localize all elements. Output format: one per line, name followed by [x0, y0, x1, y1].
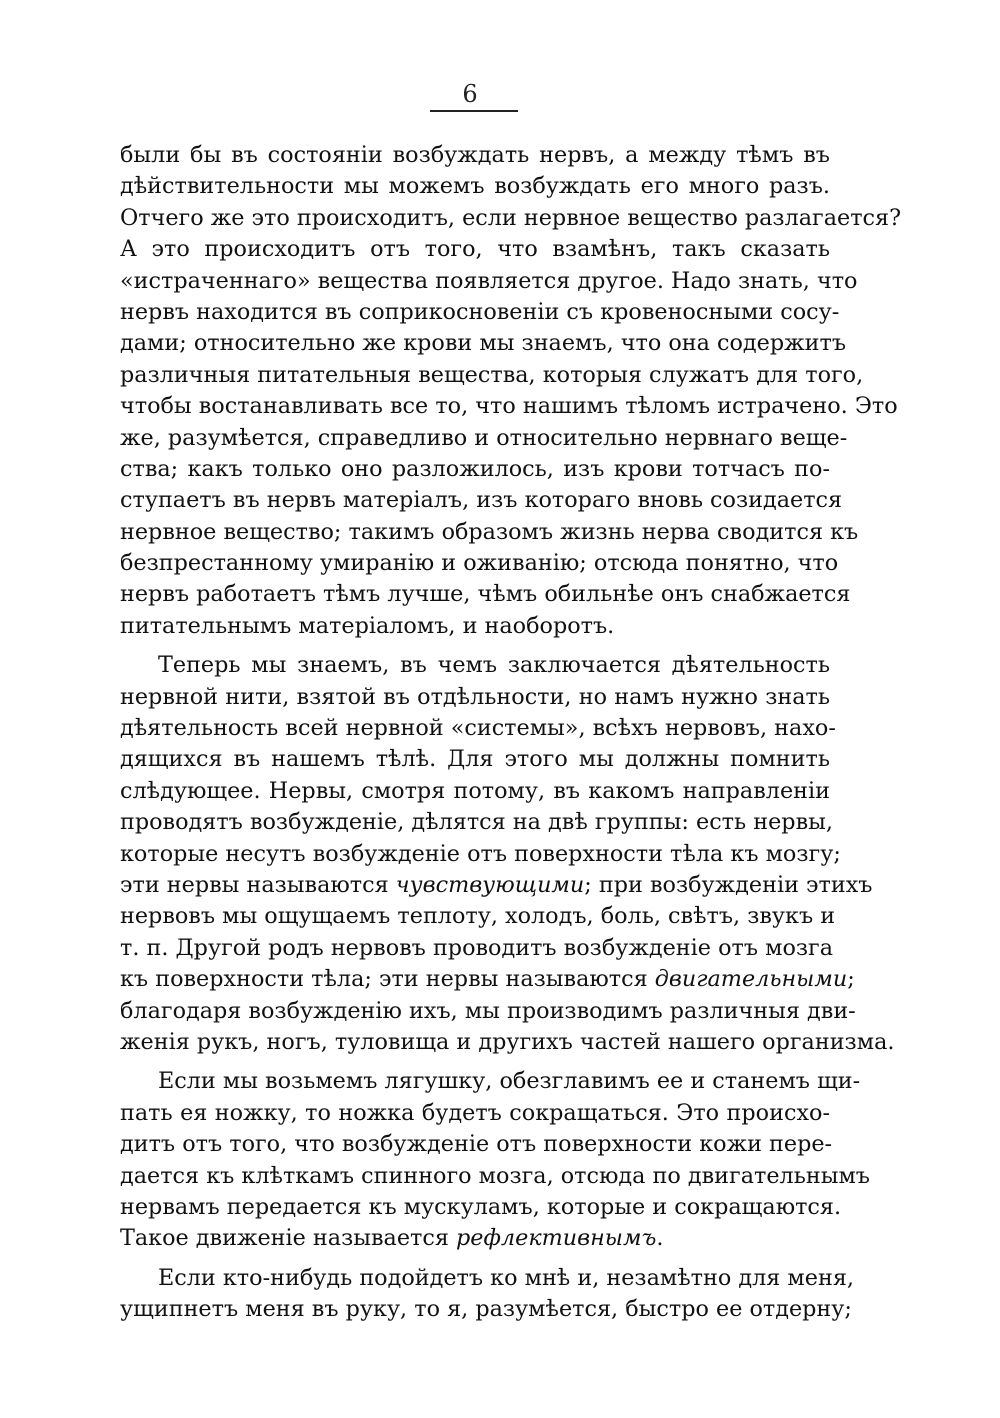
text-segment: . — [656, 1225, 664, 1252]
text-line: А это происходитъ отъ того, что взамѣнъ, такъ сказать — [120, 236, 830, 263]
text-line: питательнымъ матерiаломъ, и наоборотъ. — [120, 612, 615, 639]
text-line: нервъ работаетъ тѣмъ лучше, чѣмъ обильнѣе онъ снабжается — [120, 581, 851, 608]
text-line: Если кто-нибудь подойдетъ ко мнѣ и, незамѣтно для меня, — [158, 1264, 854, 1291]
text-segment: къ поверхности тѣла; эти нервы называются — [120, 966, 655, 993]
text-line — [120, 870, 873, 901]
text-segment: ; при возбужденiи этихъ — [584, 871, 873, 898]
text-line: нервовъ мы ощущаемъ теплоту, холодъ, боль, свѣтъ, звукъ и — [120, 903, 836, 930]
text-segment: ; — [847, 966, 855, 993]
text-line: дается къ клѣткамъ спинного мозга, отсюда по двигательнымъ — [120, 1162, 870, 1189]
text-line: благодаря возбужденiю ихъ, мы производимъ различныя дви- — [120, 997, 856, 1024]
text-line: дящихся въ нашемъ тѣлѣ. Для этого мы должны помнить — [120, 746, 830, 773]
paragraph-3 — [120, 1066, 870, 1254]
text-line: нервной нити, взятой въ отдѣльности, но намъ нужно знать — [120, 683, 830, 710]
text-line: безпрестанному умиранiю и оживанiю; отсюда понятно, что — [120, 550, 839, 577]
paragraph-gap — [120, 642, 830, 650]
text-line: нервамъ передается къ мускуламъ, которые и сокращаются. — [120, 1193, 842, 1220]
text-line: Если мы возьмемъ лягушку, обезглавимъ ее и станемъ щи- — [158, 1068, 861, 1095]
text-line — [120, 964, 855, 995]
text-line: дѣятельность всей нервной «системы», всѣхъ нервовъ, нахо- — [120, 715, 836, 742]
text-line: ступаетъ въ нервъ матерiалъ, изъ котораго вновь созидается — [120, 487, 843, 514]
text-line: проводятъ возбужденiе, дѣлятся на двѣ группы: есть нервы, — [120, 809, 833, 836]
text-line: ущипнетъ меня въ руку, то я, разумѣется, быстро ее отдерну; — [120, 1296, 852, 1323]
text-line: же, разумѣется, справедливо и относительно нервнаго веще- — [120, 424, 848, 451]
text-line: дѣйствительности мы можемъ возбуждать его много разъ. — [120, 173, 830, 200]
text-segment: Такое движенiе называется — [120, 1225, 457, 1252]
text-line: нервное вещество; такимъ образомъ жизнь нерва сводится къ — [120, 518, 859, 545]
text-line: «истраченнаго» вещества появляется другое. Надо знать, что — [120, 267, 858, 294]
text-line: Отчего же это происходитъ, если нервное вещество разлагается? — [120, 204, 902, 231]
text-line — [120, 1223, 830, 1254]
paragraph-1 — [120, 140, 902, 642]
text-line: слѣдующее. Нервы, смотря потому, въ какомъ направленiи — [120, 777, 830, 804]
text-line: дитъ отъ того, что возбужденiе отъ поверхности кожи пере- — [120, 1131, 833, 1158]
italic-term-reflexive: рефлективнымъ — [456, 1225, 657, 1252]
body-text — [120, 140, 902, 1325]
text-line: которые несутъ возбужденiе отъ поверхности тѣла къ мозгу; — [120, 840, 841, 867]
text-line: пать ея ножку, то ножка будетъ сокращаться. Это происхо- — [120, 1099, 830, 1126]
page-number: 6 — [462, 80, 478, 108]
text-line: женiя рукъ, ногъ, туловища и другихъ частей нашего организма. — [120, 1028, 895, 1055]
text-line: чтобы востанавливать все то, что нашимъ тѣломъ истрачено. Это — [120, 393, 898, 420]
italic-term-motor: двигательными — [654, 966, 848, 993]
text-line: Теперь мы знаемъ, въ чемъ заключается дѣятельность — [158, 652, 830, 679]
paragraph-gap — [120, 1255, 830, 1263]
text-line: различныя питательныя вещества, которыя служатъ для того, — [120, 361, 864, 388]
text-line: нервъ находится въ соприкосновенiи съ кровеносными сосу- — [120, 298, 840, 325]
paragraph-2 — [120, 650, 895, 1058]
paragraph-4 — [120, 1263, 854, 1326]
text-line: были бы въ состоянiи возбуждать нервъ, а между тѣмъ въ — [120, 142, 830, 168]
paragraph-gap — [120, 1058, 830, 1066]
text-line: дами; относительно же крови мы знаемъ, что она содержитъ — [120, 330, 846, 357]
header-rule — [430, 110, 518, 112]
text-line: ства; какъ только оно разложилось, изъ крови тотчасъ по- — [120, 455, 830, 482]
text-segment: эти нервы называются — [120, 871, 396, 898]
italic-term-sensory: чувствующими — [395, 871, 585, 898]
text-line: т. п. Другой родъ нервовъ проводитъ возбужденiе отъ мозга — [120, 934, 834, 961]
